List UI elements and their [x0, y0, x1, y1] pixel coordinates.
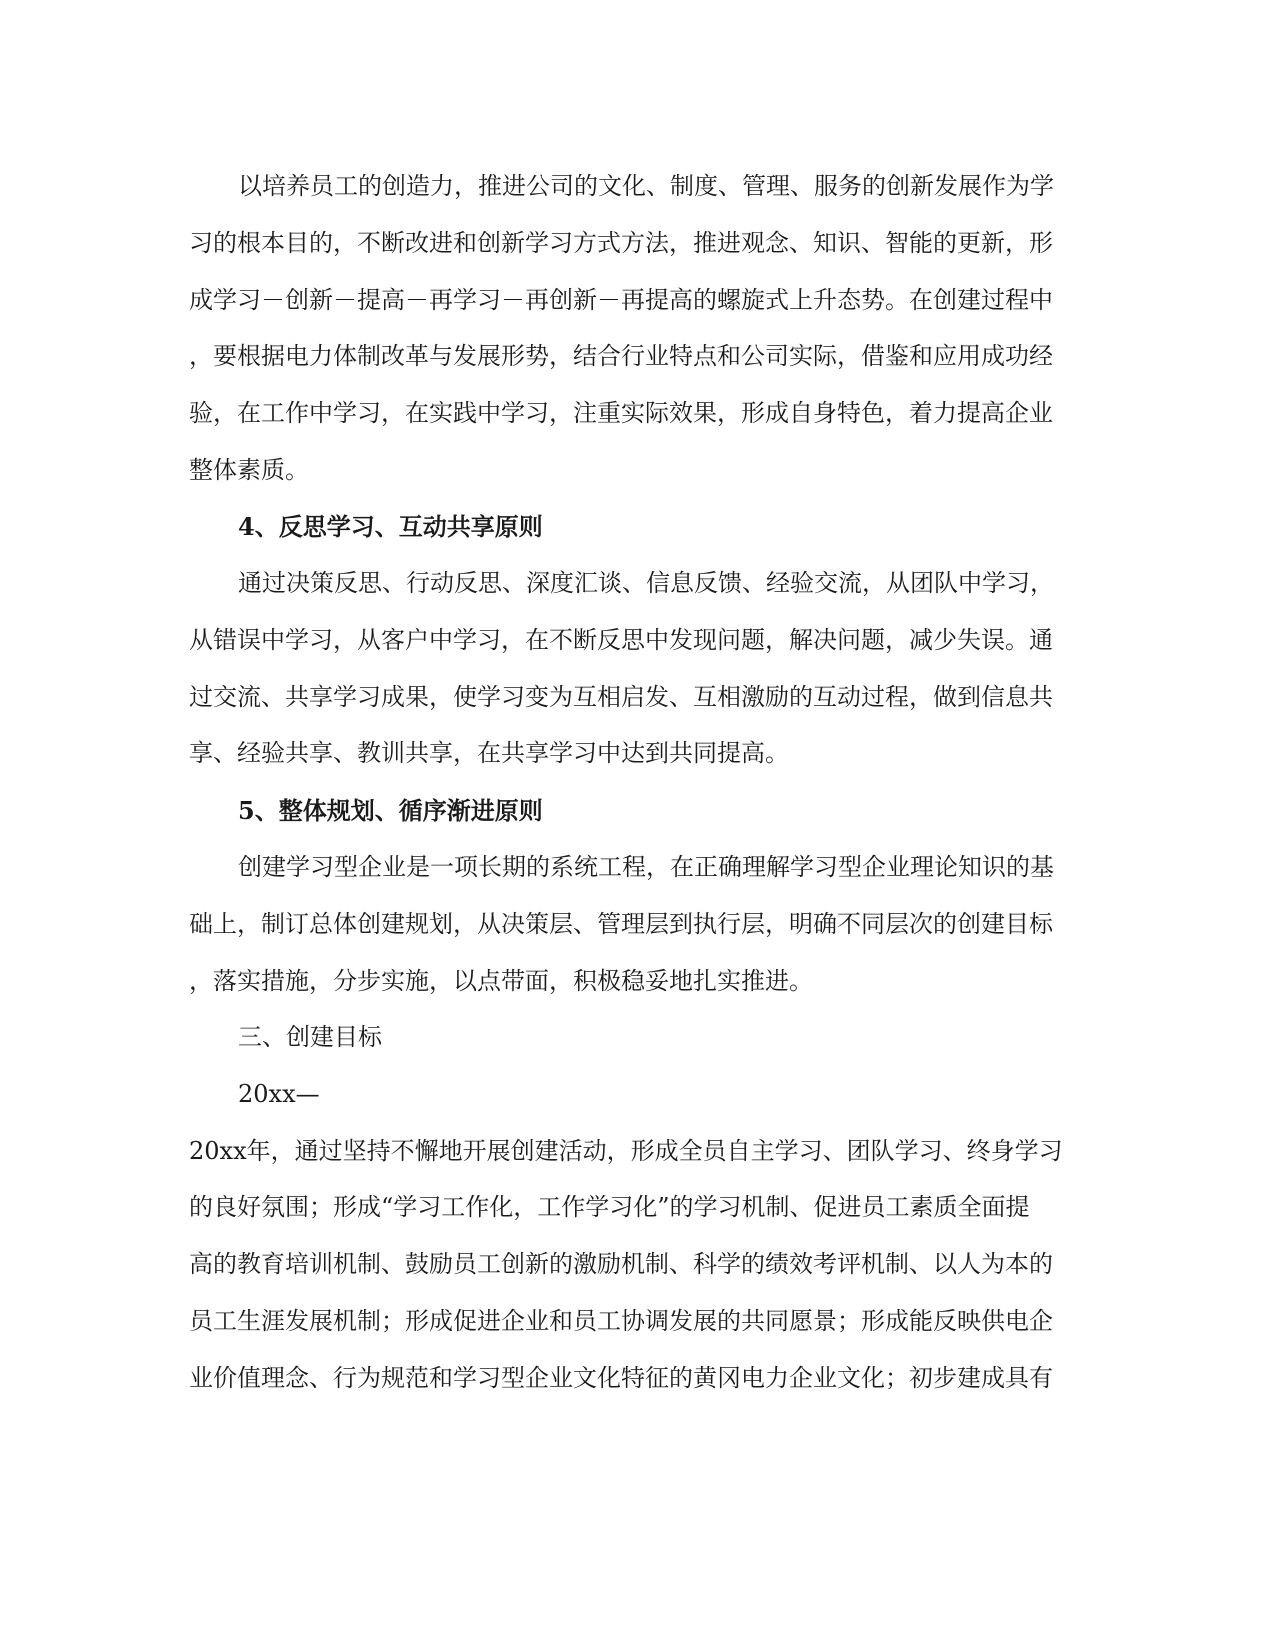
paragraph-line: 享、经验共享、教训共享，在共享学习中达到共同提高。	[189, 739, 789, 767]
section-heading: 三、创建目标	[238, 1023, 382, 1051]
paragraph-line: 习的根本目的，不断改进和创新学习方式方法，推进观念、知识、智能的更新，形	[189, 229, 1053, 257]
paragraph-line: ，要根据电力体制改革与发展形势，结合行业特点和公司实际，借鉴和应用成功经	[189, 342, 1053, 370]
paragraph-line: 创建学习型企业是一项长期的系统工程，在正确理解学习型企业理论知识的基	[238, 853, 1054, 881]
paragraph-line: 通过决策反思、行动反思、深度汇谈、信息反馈、经验交流，从团队中学习，	[238, 569, 1054, 597]
paragraph-line: 的良好氛围；形成“学习工作化，工作学习化”的学习机制、促进员工素质全面提	[189, 1193, 1030, 1221]
paragraph-line: 从错误中学习，从客户中学习，在不断反思中发现问题，解决问题，减少失误。通	[189, 626, 1053, 654]
paragraph-line: 高的教育培训机制、鼓励员工创新的激励机制、科学的绩效考评机制、以人为本的	[189, 1250, 1053, 1278]
paragraph-line: 员工生涯发展机制；形成促进企业和员工协调发展的共同愿景；形成能反映供电企	[189, 1307, 1053, 1335]
paragraph-line: 以培养员工的创造力，推进公司的文化、制度、管理、服务的创新发展作为学	[238, 172, 1054, 200]
paragraph-line: 础上，制订总体创建规划，从决策层、管理层到执行层，明确不同层次的创建目标	[189, 910, 1053, 938]
paragraph-line: 过交流、共享学习成果，使学习变为互相启发、互相激励的互动过程，做到信息共	[189, 683, 1053, 711]
paragraph-line: 验，在工作中学习，在实践中学习，注重实际效果，形成自身特色，着力提高企业	[189, 399, 1053, 427]
section-heading: 5、整体规划、循序渐进原则	[238, 796, 543, 825]
paragraph-line: 20xx年，通过坚持不懈地开展创建活动，形成全员自主学习、团队学习、终身学习	[189, 1137, 1063, 1165]
paragraph-line: 20xx—	[238, 1080, 320, 1108]
paragraph-line: 业价值理念、行为规范和学习型企业文化特征的黄冈电力企业文化；初步建成具有	[189, 1364, 1053, 1392]
paragraph-line: 整体素质。	[189, 456, 309, 484]
section-heading: 4、反思学习、互动共享原则	[238, 512, 543, 541]
paragraph-line: 成学习－创新－提高－再学习－再创新－再提高的螺旋式上升态势。在创建过程中	[189, 286, 1053, 314]
paragraph-line: ，落实措施，分步实施，以点带面，积极稳妥地扎实推进。	[189, 967, 813, 995]
